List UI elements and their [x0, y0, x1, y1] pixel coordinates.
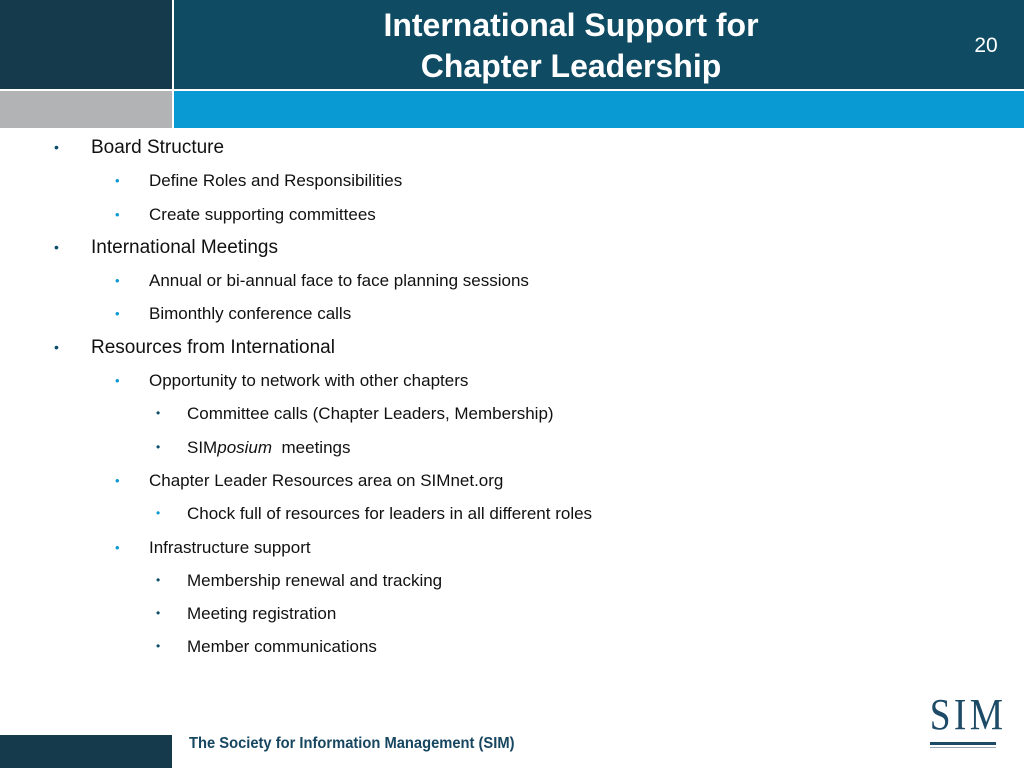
sub-sub-bullet-item [0, 564, 900, 597]
header-left-block [0, 0, 172, 89]
bullet-icon: • [115, 173, 120, 189]
sub-sub-bullet-item [0, 597, 900, 630]
bullet-text: Resources from International [91, 336, 335, 358]
sub-sub-bullet-item [0, 497, 900, 530]
sub-sub-bullet-item [0, 630, 900, 663]
blue-accent-band [174, 91, 1024, 128]
bullet-icon: • [54, 139, 59, 155]
bullet-icon: • [115, 373, 120, 389]
bullet-text: Annual or bi-annual face to face planning sessions [149, 271, 529, 291]
bullet-text: Create supporting committees [149, 204, 376, 224]
bullet-icon: • [156, 506, 161, 521]
bullet-text: Board Structure [91, 137, 225, 158]
logo-rule [930, 742, 996, 745]
sub-bullet-item [0, 297, 900, 330]
footer-organization-name: The Society for Information Management (SIM) [189, 735, 515, 752]
gray-accent-block [0, 91, 172, 128]
bullet-text: Define Roles and Responsibilities [149, 171, 403, 191]
bullet-text: Member communications [187, 637, 377, 657]
bullet-text: Membership renewal and tracking [187, 570, 443, 590]
bullet-text-prefix: SIM [187, 437, 218, 457]
sub-sub-bullet-item [0, 431, 900, 464]
bullet-text: Chock full of resources for leaders in all different roles [187, 504, 593, 524]
sub-bullet-item [0, 264, 900, 297]
sim-logo-text: SIM [929, 690, 1007, 739]
bullet-text-italic: posium [217, 437, 273, 457]
slide-title [174, 5, 968, 87]
sim-logo [924, 690, 1007, 750]
bullet-icon: • [156, 606, 161, 621]
bullet-icon: • [156, 572, 161, 587]
bullet-text: Bimonthly conference calls [149, 304, 352, 324]
sub-bullet-item [0, 364, 900, 397]
bullet-text: International Meetings [91, 236, 278, 258]
bullet-icon: • [54, 238, 59, 255]
bullet-text-suffix: meetings [272, 437, 351, 457]
bullet-list [0, 131, 900, 664]
bullet-icon: • [156, 439, 161, 454]
bullet-icon: • [115, 472, 120, 488]
sub-bullet-item [0, 164, 900, 197]
sub-bullet-item [0, 531, 900, 564]
bullet-icon: • [115, 206, 120, 222]
bullet-icon: • [156, 406, 161, 421]
bullet-icon: • [156, 639, 161, 654]
bullet-icon: • [54, 338, 59, 355]
bullet-text: Infrastructure support [149, 537, 311, 557]
bullet-text: Committee calls (Chapter Leaders, Membership) [187, 404, 554, 424]
logo-rule-thin [930, 747, 996, 748]
bullet-item [0, 131, 900, 164]
bullet-item [0, 331, 900, 364]
bullet-text: Chapter Leader Resources area on SIMnet.org [149, 470, 504, 490]
bullet-icon: • [115, 539, 120, 555]
slide-title-line1: International Support for [383, 7, 759, 43]
sub-sub-bullet-item [0, 397, 900, 430]
footer-left-block [0, 735, 172, 768]
bullet-text: Meeting registration [187, 604, 337, 624]
slide-number: 20 [974, 34, 998, 57]
bullet-text: Opportunity to network with other chapters [149, 371, 469, 391]
bullet-icon: • [115, 273, 120, 289]
sub-bullet-item [0, 198, 900, 231]
bullet-text [187, 431, 350, 464]
bullet-icon: • [115, 306, 120, 322]
sub-bullet-item [0, 464, 900, 497]
bullet-item [0, 231, 900, 264]
slide-title-line2: Chapter Leadership [420, 48, 722, 84]
